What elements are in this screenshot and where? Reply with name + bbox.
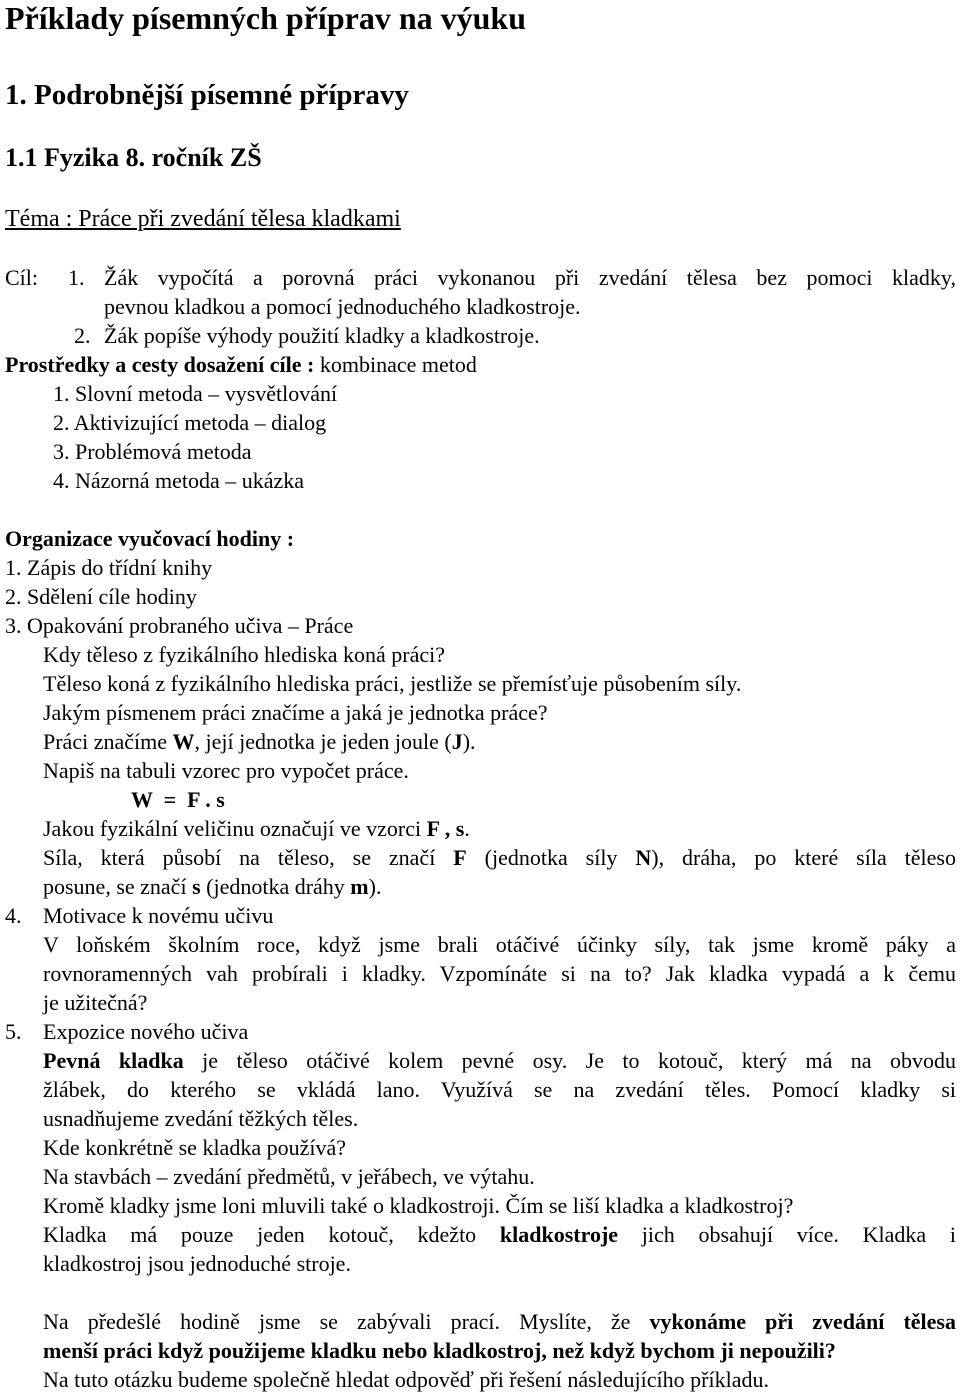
section-heading-1: 1. Podrobnější písemné přípravy xyxy=(5,79,409,111)
org-item-4-number: 4. xyxy=(5,903,22,928)
goal-1-line-1: Žák vypočítá a porovná práci vykonanou při zvedání tělesa bez pomoci kladky, xyxy=(104,265,956,290)
org-item-5: Expozice nového učiva xyxy=(43,1019,249,1044)
answer-2: Práci značíme W, její jednotka je jeden joule (J). xyxy=(43,729,476,754)
org-item-4: Motivace k novému učivu xyxy=(43,903,274,928)
answer-1: Těleso koná z fyzikálního hlediska práci, jestliže se přemísťuje působením síly. xyxy=(43,671,742,696)
list-item: 4. Názorná metoda – ukázka xyxy=(53,468,305,493)
problem-line-3: Na tuto otázku budeme společně hledat odpověď při řešení následujícího příkladu. xyxy=(43,1367,769,1392)
goal-1-line-2: pevnou kladkou a pomocí jednoduchého kladkostroje. xyxy=(104,294,581,319)
goal-2-text: Žák popíše výhody použití kladky a kladkostroje. xyxy=(104,323,540,348)
answer-4-line-2: posune, se značí s (jednotka dráhy m). xyxy=(43,874,382,899)
means-line xyxy=(5,350,477,379)
goal-2-number: 2. xyxy=(74,323,91,348)
answer-4-line-1: Síla, která působí na těleso, se značí F (jednotka síly N), dráha, po které síla těleso xyxy=(43,845,956,870)
exposition-line-5: Na stavbách – zvedání předmětů, v jeřábech, ve výtahu. xyxy=(43,1164,535,1189)
org-item-1: 1. Zápis do třídní knihy xyxy=(5,555,213,580)
goals-label: Cíl: xyxy=(5,265,39,290)
page-title: Příklady písemných příprav na výuku xyxy=(5,0,526,36)
topic: Téma : Práce při zvedání tělesa kladkami xyxy=(5,206,401,232)
exposition-line-2: žlábek, do kterého se vkládá lano. Využívá se na zvedání těles. Pomocí kladky si xyxy=(43,1077,956,1102)
list-item: 2. Aktivizující metoda – dialog xyxy=(53,410,327,435)
problem-line-2: menší práci když použijeme kladku nebo kladkostroj, než když bychom ji nepoužili? xyxy=(43,1338,836,1363)
question-4: Jakou fyzikální veličinu označují ve vzorci F , s. xyxy=(43,816,470,841)
list-item: 1. Slovní metoda – vysvětlování xyxy=(53,381,338,406)
exposition-line-3: usnadňujeme zvedání těžkých těles. xyxy=(43,1106,359,1131)
exposition-line-4: Kde konkrétně se kladka používá? xyxy=(43,1135,346,1160)
question-3: Napiš na tabuli vzorec pro vypočet práce. xyxy=(43,758,409,783)
exposition-line-7: Kladka má pouze jeden kotouč, kdežto kladkostroje jich obsahují více. Kladka i xyxy=(43,1222,956,1247)
formula: W = F . s xyxy=(131,787,225,812)
organization-heading: Organizace vyučovací hodiny : xyxy=(5,526,295,551)
means-rest: kombinace metod xyxy=(314,352,477,377)
motivation-line-2: rovnoramenných vah probírali i kladky. Vzpomínáte si na to? Jak kladka vypadá a k čemu xyxy=(43,961,956,986)
section-heading-1-1: 1.1 Fyzika 8. ročník ZŠ xyxy=(5,143,262,172)
problem-line-1: Na předešlé hodině jsme se zabývali prací. Myslíte, že vykonáme při zvedání tělesa xyxy=(43,1309,956,1334)
motivation-line-3: je užitečná? xyxy=(43,990,148,1015)
motivation-line-1: V loňském školním roce, když jsme brali otáčivé účinky síly, tak jsme kromě páky a xyxy=(43,932,956,957)
exposition-line-1: Pevná kladka je těleso otáčivé kolem pevné osy. Je to kotouč, který má na obvodu xyxy=(43,1048,956,1073)
means-heading: Prostředky a cesty dosažení cíle : xyxy=(5,352,315,377)
goal-1-number: 1. xyxy=(68,265,85,290)
exposition-line-6: Kromě kladky jsme loni mluvili také o kladkostroji. Čím se liší kladka a kladkostroj? xyxy=(43,1193,794,1218)
org-item-2: 2. Sdělení cíle hodiny xyxy=(5,584,197,609)
list-item: 3. Problémová metoda xyxy=(53,439,252,464)
org-item-3: 3. Opakování probraného učiva – Práce xyxy=(5,613,354,638)
exposition-line-8: kladkostroj jsou jednoduché stroje. xyxy=(43,1251,351,1276)
org-item-5-number: 5. xyxy=(5,1019,22,1044)
question-2: Jakým písmenem práci značíme a jaká je jednotka práce? xyxy=(43,700,548,725)
question-1: Kdy těleso z fyzikálního hlediska koná práci? xyxy=(43,642,445,667)
